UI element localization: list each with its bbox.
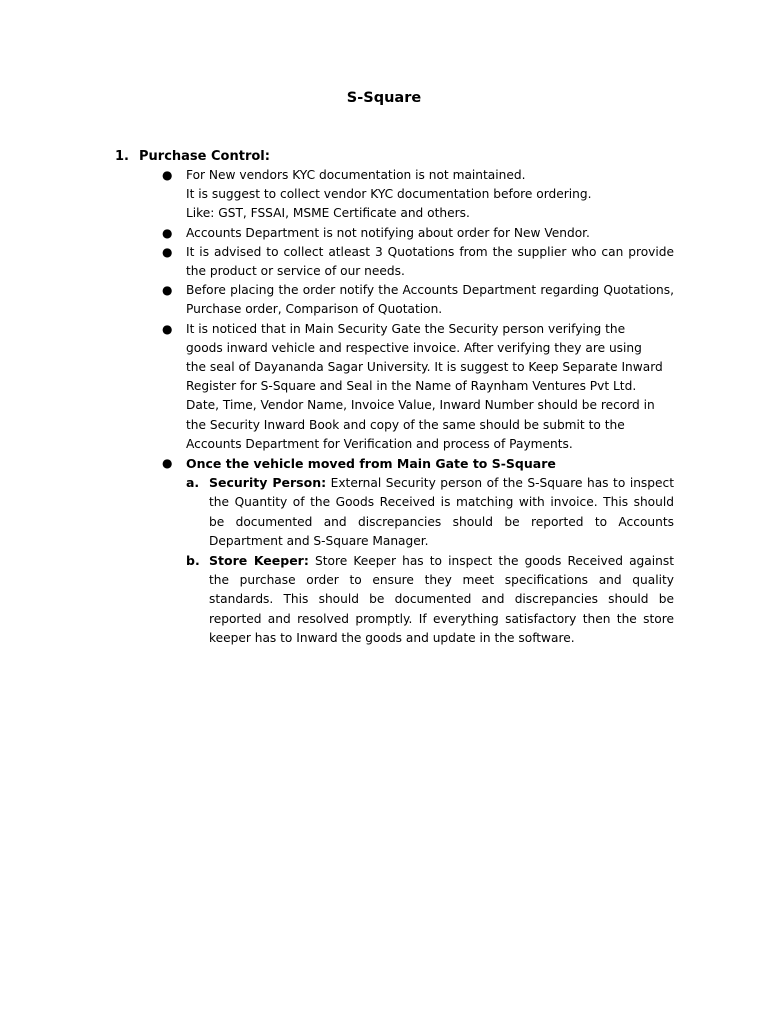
bullet-line: the seal of Dayananda Sagar University. It is suggest to Keep Separate Inward	[186, 360, 663, 375]
sub-item-letter: b.	[186, 553, 200, 569]
bullet-item-notify-before-order	[162, 281, 674, 319]
sub-item-letter: a.	[186, 475, 200, 491]
document-title: S-Square	[346, 90, 422, 106]
bullet-item-quotations	[162, 243, 674, 281]
section-number: 1.	[115, 149, 129, 164]
section-heading-text: Purchase Control:	[139, 149, 270, 164]
bullet-line: the Security Inward Book and copy of the same should be submit to the	[186, 417, 625, 432]
bullet-dot-icon: ●	[162, 225, 173, 240]
bullet-line: goods inward vehicle and respective invoice. After verifying they are using	[186, 340, 642, 355]
bullet-item-vehicle-moved	[162, 454, 674, 648]
bullet-item-security-gate	[162, 320, 674, 454]
sub-item-store-keeper	[186, 551, 674, 648]
bullet-text: Before placing the order notify the Accounts Department regarding Quotations, Purchase order, Comparison of Quotation.	[186, 283, 674, 317]
bullet-text: It is advised to collect atleast 3 Quotations from the supplier who can provide the product or service of our needs.	[186, 244, 674, 279]
bullet-dot-icon: ●	[162, 456, 173, 471]
sub-item-security-person	[186, 473, 674, 551]
bullet-dot-icon: ●	[162, 283, 173, 298]
bullet-dot-icon: ●	[162, 168, 173, 182]
section-heading	[115, 147, 270, 166]
bullet-line: Like: GST, FSSAI, MSME Certificate and others.	[186, 206, 470, 221]
sub-item-text: Store Keeper has to inspect the goods Received against the purchase order to ensure they meet specifications and quality standards. This should be documented and discrepancies should be reported and resolved promptly. If everything satisfactory then the store keeper has to Inward the goods and update in the software.	[209, 554, 674, 645]
sub-item-text: External Security person of the S-Square has to inspect the Quantity of the Goods Received is matching with invoice. This should be documented and discrepancies should be reported to Accounts Department and S-Square Manager.	[209, 476, 674, 548]
bullet-item-accounts-notify	[162, 224, 674, 243]
sub-item-label: Security Person:	[209, 475, 327, 491]
bullet-line: Date, Time, Vendor Name, Invoice Value, Inward Number should be record in	[186, 398, 655, 413]
bullet-text: Once the vehicle moved from Main Gate to S-Square	[186, 456, 556, 472]
sub-item-label: Store Keeper:	[209, 553, 309, 569]
section-body	[162, 166, 674, 648]
bullet-item-kyc	[162, 166, 674, 224]
bullet-dot-icon: ●	[162, 321, 173, 336]
bullet-line: Accounts Department for Verification and process of Payments.	[186, 436, 573, 451]
bullet-text: Accounts Department is not notifying about order for New Vendor.	[186, 225, 590, 240]
bullet-line: Register for S-Square and Seal in the Name of Raynham Ventures Pvt Ltd.	[186, 379, 637, 394]
bullet-line: It is noticed that in Main Security Gate the Security person verifying the	[186, 321, 626, 336]
bullet-dot-icon: ●	[162, 244, 173, 259]
bullet-line: It is suggest to collect vendor KYC documentation before ordering.	[186, 187, 592, 202]
bullet-line: For New vendors KYC documentation is not maintained.	[186, 168, 526, 182]
